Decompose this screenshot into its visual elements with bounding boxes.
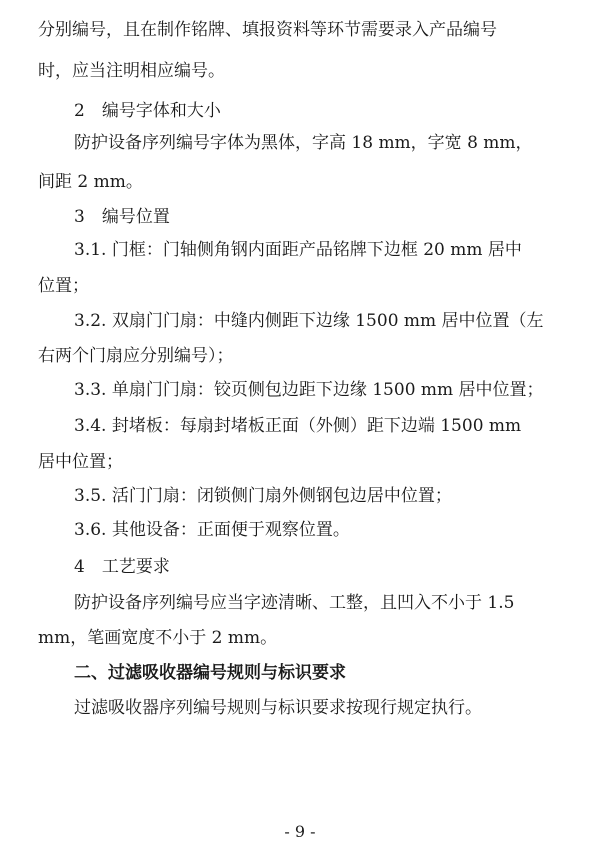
list-item-line: 3.5. 活门门扇：闭锁侧门扇外侧钢包边居中位置； bbox=[74, 486, 452, 506]
body-text-line: 时，应当注明相应编号。 bbox=[38, 61, 225, 81]
list-item-line: 3.2. 双扇门门扇：中缝内侧距下边缘 1500 mm 居中位置（左 bbox=[74, 311, 544, 331]
list-item-line: 3.4. 封堵板：每扇封堵板正面（外侧）距下边端 1500 mm bbox=[74, 416, 522, 436]
list-item-line: 3.6. 其他设备：正面便于观察位置。 bbox=[74, 520, 350, 540]
list-item-line: 居中位置； bbox=[38, 452, 123, 472]
body-text-line: 防护设备序列编号字体为黑体，字高 18 mm，字宽 8 mm， bbox=[74, 133, 533, 153]
body-text-line: 分别编号，且在制作铭牌、填报资料等环节需要录入产品编号 bbox=[38, 20, 497, 40]
section-heading: 2 编号字体和大小 bbox=[74, 101, 221, 121]
body-text-line: 间距 2 mm。 bbox=[38, 172, 143, 192]
body-text-line: mm，笔画宽度不小于 2 mm。 bbox=[38, 628, 278, 648]
list-item-line: 3.1. 门框：门轴侧角钢内面距产品铭牌下边框 20 mm 居中 bbox=[74, 240, 522, 260]
chapter-heading: 二、过滤吸收器编号规则与标识要求 bbox=[74, 663, 346, 683]
body-text-line: 防护设备序列编号应当字迹清晰、工整，且凹入不小于 1.5 bbox=[74, 593, 515, 613]
page-number: - 9 - bbox=[284, 822, 316, 841]
body-text-line: 过滤吸收器序列编号规则与标识要求按现行规定执行。 bbox=[74, 698, 482, 718]
list-item-line: 位置； bbox=[38, 276, 89, 296]
list-item-line: 3.3. 单扇门门扇：铰页侧包边距下边缘 1500 mm 居中位置； bbox=[74, 380, 544, 400]
list-item-line: 右两个门扇应分别编号）； bbox=[38, 346, 234, 366]
section-heading: 4 工艺要求 bbox=[74, 557, 170, 577]
section-heading: 3 编号位置 bbox=[74, 207, 170, 227]
